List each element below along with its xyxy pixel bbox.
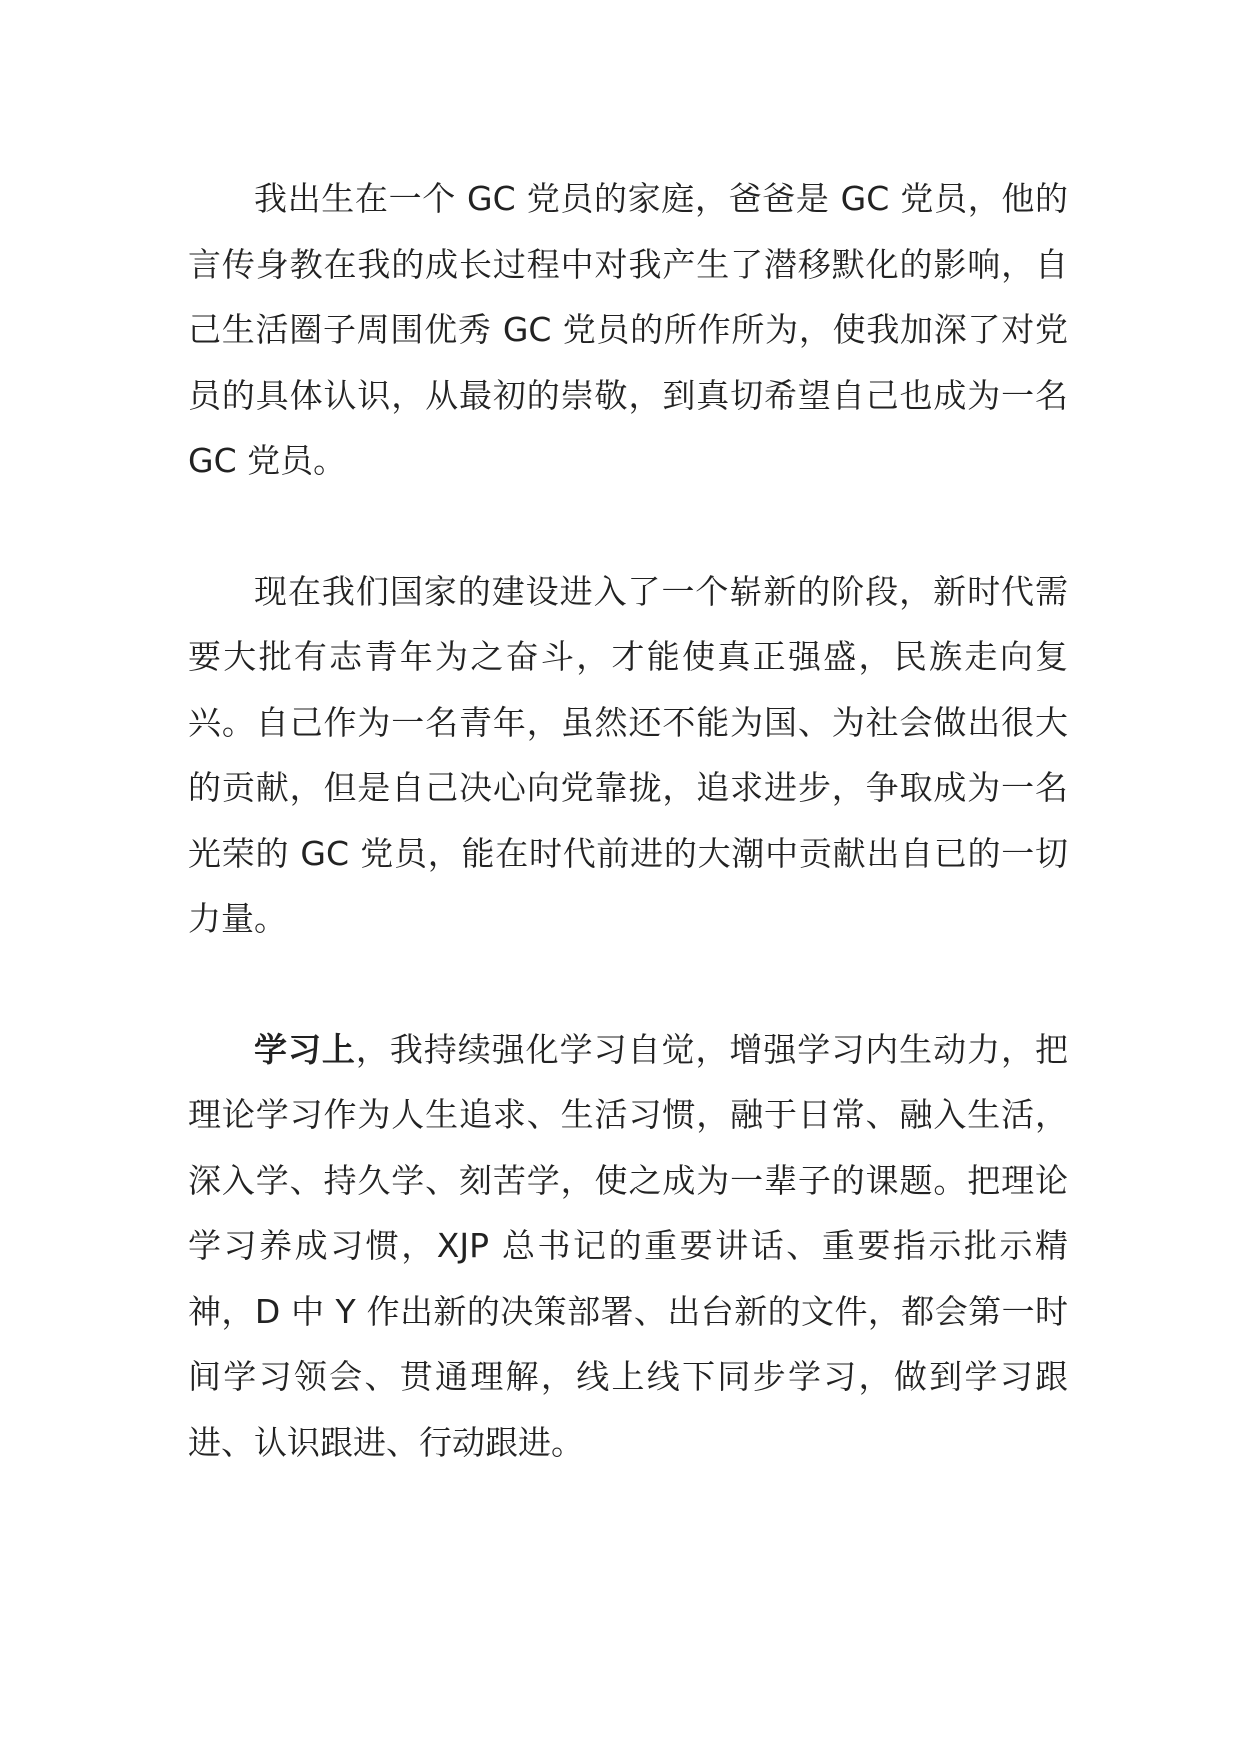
- paragraph-study: [188, 1017, 1068, 1476]
- paragraph-lead: 学习上: [254, 1029, 356, 1069]
- paragraph-text: 我出生在一个 GC 党员的家庭，爸爸是 GC 党员，他的言传身教在我的成长过程中对我产生了潜移默化的影响，自己生活圈子周围优秀 GC 党员的所作所为，使我加深了对党员的具体认识，从最初的崇敬，到真切希望自己也成为一名 GC 党员。: [188, 179, 1068, 480]
- paragraph-new-era: [188, 559, 1068, 952]
- paragraph-text: ，我持续强化学习自觉，增强学习内生动力，把理论学习作为人生追求、生活习惯，融于日常、融入生活，深入学、持久学、刻苦学，使之成为一辈子的课题。把理论学习养成习惯，XJP 总书记的重要讲话、重要指示批示精神，D 中 Y 作出新的决策部署、出台新的文件，都会第一时间学习领会、贯通理解，线上线下同步学习，做到学习跟进、认识跟进、行动跟进。: [188, 1029, 1069, 1462]
- document-body: [188, 166, 1068, 1475]
- paragraph-text: 现在我们国家的建设进入了一个崭新的阶段，新时代需要大批有志青年为之奋斗，才能使真正强盛，民族走向复兴。自己作为一名青年，虽然还不能为国、为社会做出很大的贡献，但是自己决心向党靠拢，追求进步，争取成为一名光荣的 GC 党员，能在时代前进的大潮中贡献出自已的一切力量。: [188, 571, 1068, 938]
- paragraph-family-background: [188, 166, 1068, 494]
